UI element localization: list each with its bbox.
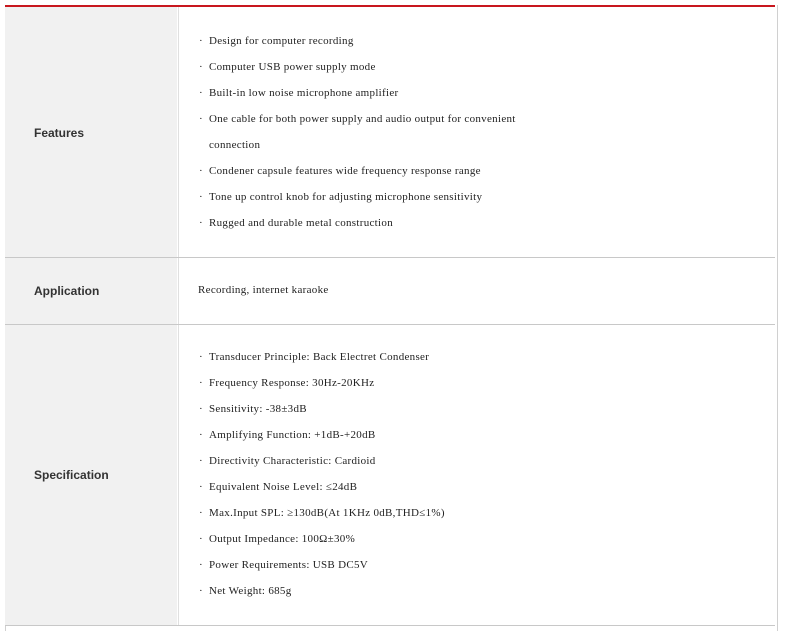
spec-item: · Max.Input SPL: ≥130dB(At 1KHz 0dB,THD≤1%) — [199, 507, 445, 519]
spec-item: · Output Impedance: 100Ω±30% — [199, 533, 356, 545]
features-label: Features — [34, 126, 85, 140]
application-label: Application — [34, 284, 100, 298]
specification-row — [5, 325, 775, 626]
spec-item: · Net Weight: 685g — [199, 585, 292, 597]
features-label-cell — [5, 7, 177, 257]
application-row — [5, 258, 775, 325]
feature-item: · Tone up control knob for adjusting microphone sensitivity — [199, 191, 483, 203]
spec-item: · Power Requirements: USB DC5V — [199, 559, 369, 571]
feature-item: · Condener capsule features wide frequency response range — [199, 165, 481, 177]
specification-label-cell — [5, 325, 177, 625]
spec-item: · Transducer Principle: Back Electret Condenser — [199, 351, 430, 363]
feature-item: · Built-in low noise microphone amplifier — [199, 87, 399, 99]
feature-item: · One cable for both power supply and audio output for convenient — [199, 113, 516, 125]
spec-item: · Amplifying Function: +1dB-+20dB — [199, 429, 376, 441]
spec-item: · Directivity Characteristic: Cardioid — [199, 455, 376, 467]
feature-item: · Computer USB power supply mode — [199, 61, 376, 73]
feature-item-continuation: connection — [209, 139, 261, 151]
spec-item: · Equivalent Noise Level: ≤24dB — [199, 481, 358, 493]
specification-label: Specification — [34, 468, 109, 482]
spec-item: · Sensitivity: -38±3dB — [199, 403, 307, 415]
spec-item: · Frequency Response: 30Hz-20KHz — [199, 377, 375, 389]
application-value: Recording, internet karaoke — [198, 284, 329, 296]
feature-item: · Rugged and durable metal construction — [199, 217, 393, 229]
feature-item: · Design for computer recording — [199, 35, 354, 47]
application-label-cell — [5, 258, 177, 324]
specification-value-cell — [178, 325, 775, 625]
